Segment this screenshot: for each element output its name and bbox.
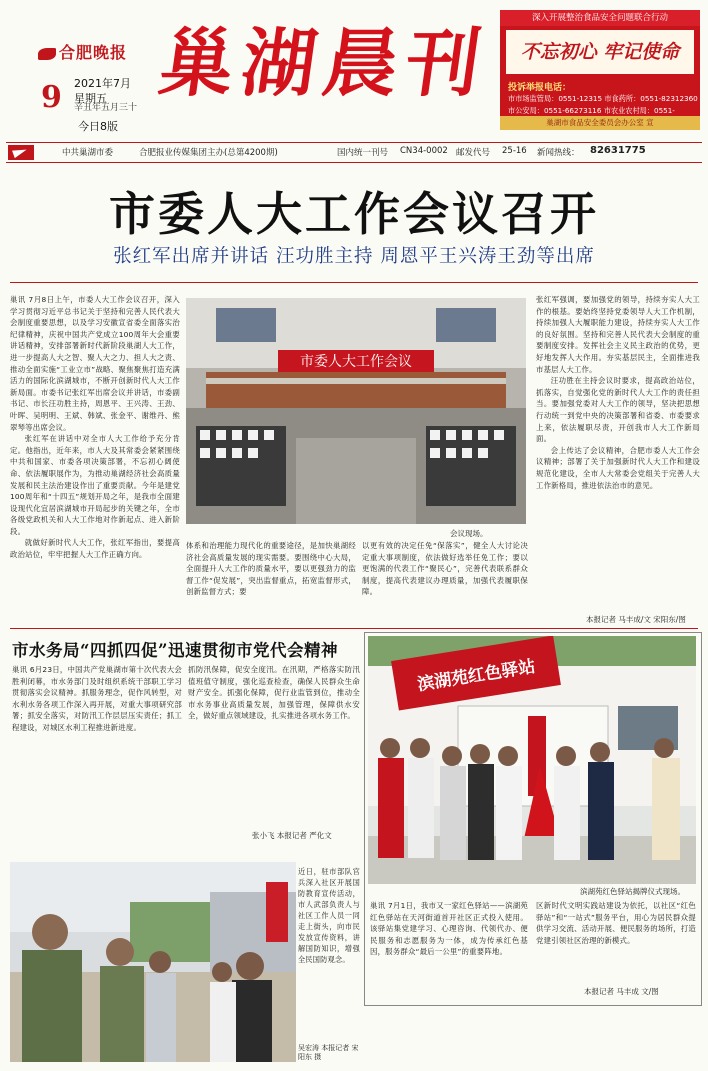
ad-footer: 巢湖市食品安全委员会办公室 宣: [500, 116, 700, 130]
lead-paragraph: 体系和治理能力现代化的重要途径，是加快巢湖经济社会高质量发展的现实需要。要围绕中心大局，全面提升人大工作的质量水平，要以更强劲力的监督工作“促发展”，突出监督重点，拓宽监督形式，创新监督方式；要: [186, 541, 356, 597]
sub-brand-text: 合肥晚报: [59, 43, 128, 62]
station-photo: [368, 636, 696, 884]
water-paragraph: 巢讯 6月23日，中国共产党巢湖市第十次代表大会胜利闭幕，市水务部门及时组织系统干部职工学习贯彻落实会议精神。抓服务理念，促作风转型，对水利水务各项工作深入再开展，对重大事项研究部署；抓安全落实，对防汛工作层层压实责任；抓工程建设，对城区水利工程推进新进度。: [12, 665, 182, 732]
feature-photo: [10, 862, 296, 1062]
ad-hotline-label: 投诉举报电话：: [508, 83, 572, 93]
banner-text: 市委人大工作会议: [300, 354, 412, 370]
sub-brand-logo: [38, 40, 127, 63]
lead-paragraph: 张红军在讲话中对全市人大工作给予充分肯定。他指出，近年来，市人大及其常委会紧紧围绕中共和国家、市委各项决策部署，不忘初心阔使命、依法履职展作为，为推动巢湖经济社会高质量发展和民主法治建设作出了重要贡献。今年是建党100周年和“十四五”规划开局之年，是我市全面建设现代化宜居滨湖城市开局起步的关键之年，全市各级党政机关和人大工作地对作新起点、进入新阶段。: [10, 434, 180, 536]
lead-paragraph: 以更有效的决定任免“保落实”，健全人大讨论决定重大事项制度，依法做好选举任免工作；要以更饱满的代表工作“聚民心”，完善代表联系群众制度，提高代表建议办理质量，加强代表履职保障。: [362, 541, 528, 597]
station-article-column: [536, 900, 696, 976]
info-item: 国内统一刊号: [337, 148, 389, 158]
feature-byline: 吴宏涛 本报记者 宋阳东 摄: [298, 1044, 359, 1061]
ad-line: 市市场监管局：0551-12315 市食药所：0551-82312360: [508, 94, 698, 103]
station-photo-caption: 滨湖苑红色驿站揭牌仪式现场。: [580, 887, 685, 896]
publisher-logo-icon: [8, 145, 34, 160]
brand-mark-icon: [38, 48, 56, 60]
lead-paragraph: 巢讯 7月8日上午，市委人大工作会议召开，深入学习贯彻习近平总书记关于坚持和完善人民代表大会制度重要思想，以及学习安徽宣省委全面落实治纪律精神，庆祝中国共产党成立100周年大会重要讲话精神，安排部署新时代新阶段巢湖人大工作，进一步提高人大之智、聚人大之力、担人大之责、推动全面实施“工业立市”战略、聚焦聚焦打造充满活力的国际化滨湖城市，不断开创新时代人大工作新局面。市委书记张红军出席会议并讲话，市委副书记、市长汪功胜主持，周恩平、王兴涛、王劲、叶晖、吴明明、王斌、韩斌、张金平、谢维丹、熊翠琴等出席会议。: [10, 295, 180, 432]
issue-date-month: 2021年7月: [74, 77, 131, 90]
lead-article-column: [10, 294, 180, 624]
lead-byline: 本报记者 马丰成/文 宋阳东/图: [586, 615, 686, 624]
water-article-column: [12, 664, 182, 834]
water-paragraph: 抓防汛保障，促安全度汛。在汛期，严格落实防汛值班值守制度，强化巡查检查，确保人民群众生命财产安全。抓强化保障，促行业监管到位，推动全市水务事业高质量发展，加强管理，保障供水安全，做好重点领域建设，扎实推进各项水务工作。: [188, 665, 360, 721]
water-article-column: [188, 664, 360, 822]
lead-paragraph: 会上传达了会议精神，合肥市委人大工作会议精神；部署了关于加强新时代人大工作和建设规范化建设，全市人大常委会党组关于完善人大工作新格局，推进依法治市的意见。: [536, 445, 700, 490]
station-article-column: [370, 900, 528, 1000]
newspaper-title: 巢湖晨刊: [153, 21, 495, 107]
lead-photo-caption: 会议现场。: [450, 529, 488, 538]
water-story-title: 市水务局“四抓四促”迅速贯彻市党代会精神: [12, 641, 338, 660]
ad-motto: 不忘初心 牢记使命: [506, 30, 694, 74]
info-item: 邮发代号: [456, 148, 491, 158]
lead-subhead: 张红军出席并讲话 汪功胜主持 周恩平王兴涛王劲等出席: [113, 246, 595, 267]
lead-headline: 市委人大工作会议召开: [109, 187, 599, 241]
divider: [10, 628, 698, 629]
info-item: 合肥报业传媒集团主办(总第4200期): [139, 148, 278, 158]
feature-paragraph: 近日，驻市部队官兵深入社区开展国防教育宣传活动，市人武部负责人与社区工作人员一同走上街头，向市民发放宣传资料，讲解国防知识，增强全民国防观念。: [298, 867, 360, 964]
lead-paragraph: 张红军强调，要加强党的领导，持续夯实人大工作的根基。要始终坚持党委领导人大工作机制，持续加强人大履职能力建设，持续夯实人大工作的良好氛围。坚持和完善人民代表大会制度的重要制度安排。发挥社会主义民主政治的优势，更好地发挥人大作用。夯实基层民主，全面推进我市基层人大工作。: [536, 295, 700, 374]
station-paragraph: 巢讯 7月1日，我市又一家红色驿站——滨湖苑红色驿站在天河街道首开社区正式投入使用。该驿站集党建学习、心理咨询、代领代办、便民服务和志愿服务为一体，成为传承红色基因，服务群众“最后一公里”的重要阵地。: [370, 901, 528, 957]
info-item: 中共巢湖市委: [62, 148, 114, 158]
feature-caption-text: [298, 866, 360, 1042]
lead-article-column: [536, 294, 700, 610]
ad-line: 市公安局：0551-66273116 市农业农村局：0551-: [508, 106, 675, 115]
station-ceremony-image: [368, 636, 696, 884]
info-item: CN34-0002: [400, 146, 448, 156]
divider: [10, 282, 698, 283]
news-hotline-number: 82631775: [590, 145, 646, 156]
water-byline: 张小飞 本报记者 严化文: [252, 831, 332, 840]
lead-paragraph: 汪功胜在主持会议时要求，提高政治站位，抓落实，自觉强化党的新时代人大工作的责任担当。要加强党委对人大工作的领导，坚决把思想行动统一到党中央的决策部署和省委、市委要求上来，依法履职尽责，开创我市人大工作新局面。: [536, 376, 700, 444]
page-number: 9: [41, 80, 62, 115]
lunar-date: 辛丑年五月三十: [74, 103, 138, 113]
lead-article-column: [362, 540, 528, 622]
lead-article-column: [186, 540, 356, 622]
ad-top-bar: 深入开展整治食品安全问题联合行动: [500, 10, 700, 26]
today-pages: 今日8版: [78, 120, 118, 133]
issue-weekday: 星期五: [74, 92, 107, 105]
info-item: 新闻热线：: [537, 148, 580, 158]
conference-hall-image: [186, 298, 526, 524]
info-item: 25-16: [502, 146, 527, 156]
station-sign-text: 滨湖苑红色驿站: [416, 656, 537, 696]
lead-paragraph: 就做好新时代人大工作，张红军指出，要提高政治站位，牢牢把握人大工作正确方向。: [10, 538, 180, 560]
station-byline: 本报记者 马丰成 文/图: [584, 987, 659, 996]
publication-info-bar: [6, 142, 702, 163]
lead-photo: [186, 298, 526, 524]
feature-scene-image: [10, 862, 296, 1062]
ad-box: [500, 10, 700, 130]
station-paragraph: 区新时代文明实践站建设为依托，以社区“红色驿站”和“一站式”服务平台，用心为居民群众提供学习交流、活动开展、便民服务的场所，打造党建引领社区治理的新模式。: [536, 901, 696, 945]
